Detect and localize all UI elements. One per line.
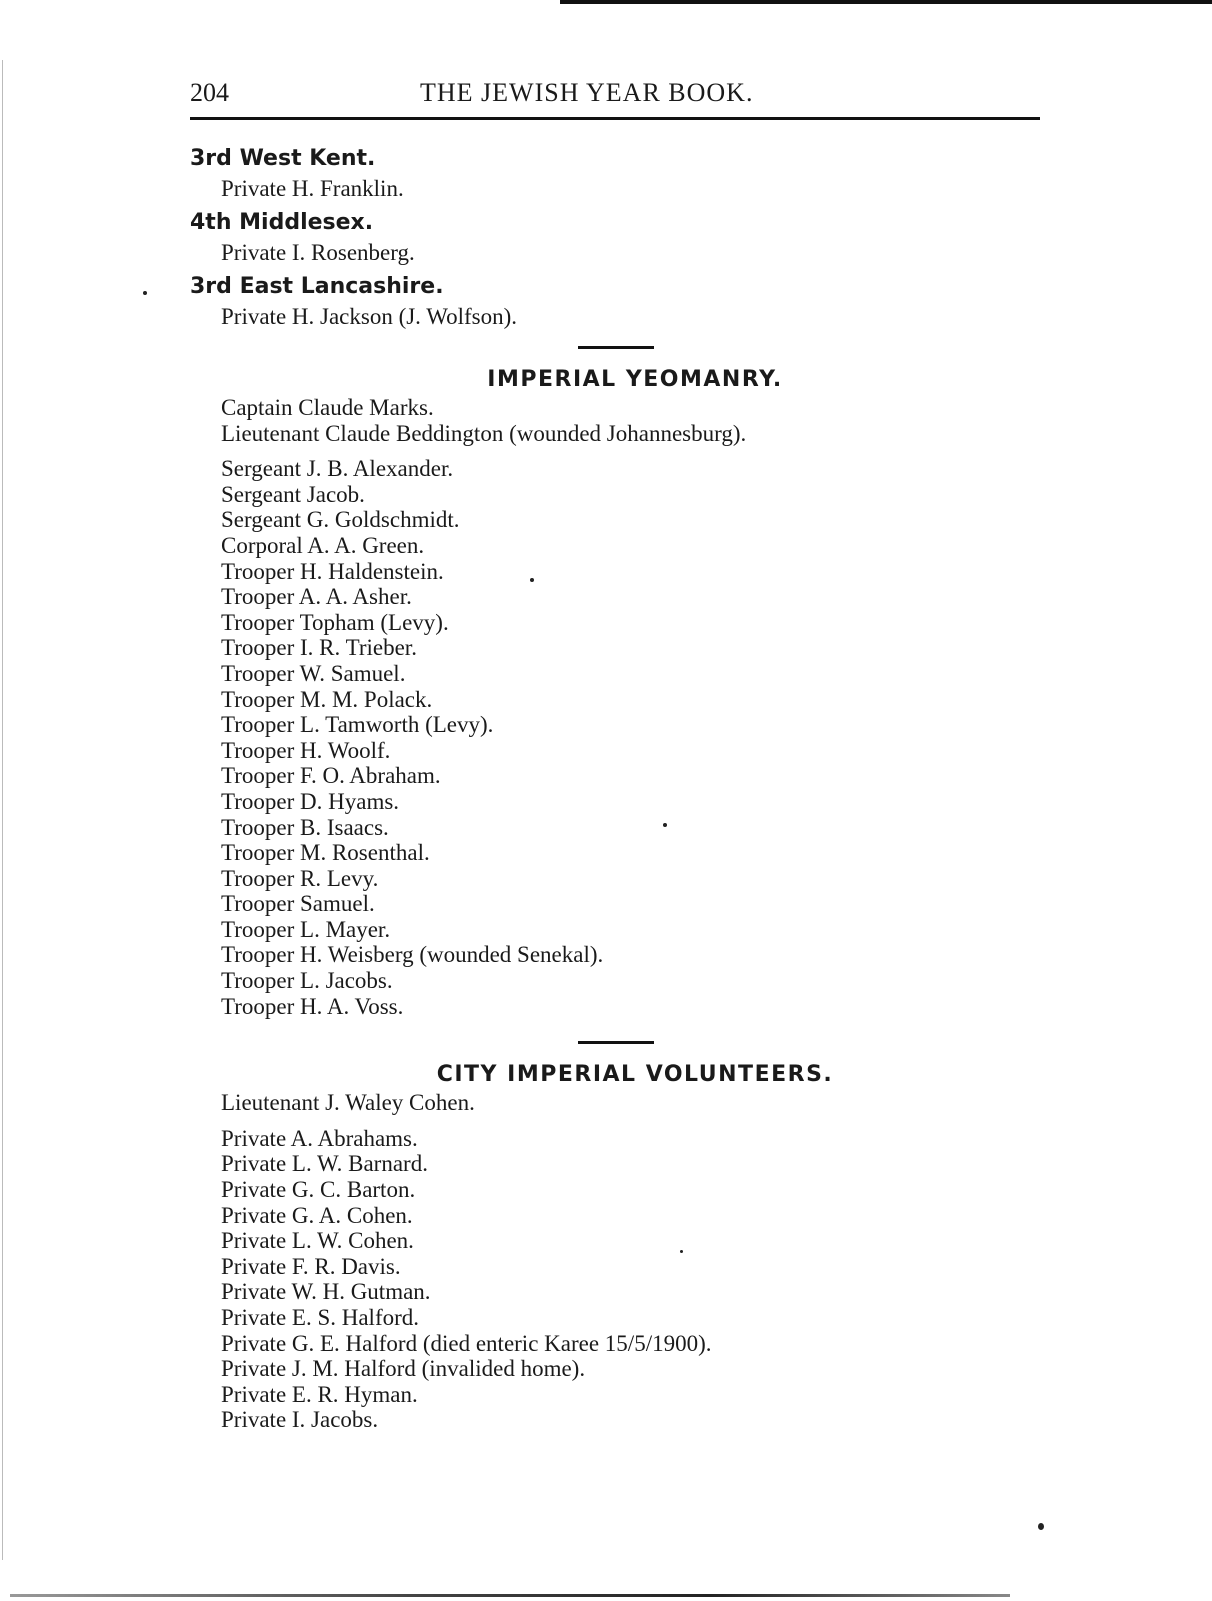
roster-entry: Captain Claude Marks.: [221, 395, 434, 420]
roster-entry: Trooper W. Samuel.: [221, 660, 406, 686]
roster-entry: Lieutenant Claude Beddington (wounded Johannesburg).: [221, 420, 747, 446]
roster-entry: Private E. S. Halford.: [221, 1305, 420, 1330]
roster-entry: Sergeant G. Goldschmidt.: [221, 507, 460, 533]
scan-edge-left: [2, 60, 3, 1560]
roster-entry: Sergeant J. B. Alexander.: [221, 456, 454, 482]
roster-entry: Private E. R. Hyman.: [221, 1381, 418, 1407]
regiment-block: [190, 208, 1040, 268]
roster-entry: Private A. Abrahams.: [221, 1125, 418, 1151]
roster-entry: Private G. A. Cohen.: [221, 1202, 413, 1228]
roster-entry: Private H. Jackson (J. Wolfson).: [221, 304, 518, 329]
roster-entry: Private L. W. Cohen.: [221, 1228, 414, 1254]
section-separator: [578, 1041, 654, 1044]
scan-edge-bottom: [10, 1594, 1010, 1597]
roster-entry: Trooper M. Rosenthal.: [221, 840, 430, 866]
roster-entry: Trooper D. Hyams.: [221, 788, 400, 814]
roster-entry: Trooper L. Jacobs.: [221, 968, 393, 994]
regiment-block: [190, 144, 1040, 204]
scan-speck: [1038, 1523, 1044, 1530]
roster-entry: Private G. C. Barton.: [221, 1177, 416, 1203]
scan-speck: [530, 578, 534, 582]
scan-edge-top: [560, 0, 1212, 4]
member-list: [190, 1126, 1040, 1433]
regiment-heading: 4th Middlesex.: [190, 210, 374, 235]
roster-entry: Private J. M. Halford (invalided home).: [221, 1356, 586, 1382]
roster-entry: Private L. W. Barnard.: [221, 1151, 428, 1177]
section-title: CITY IMPERIAL VOLUNTEERS.: [436, 1062, 834, 1088]
roster-entry: Corporal A. A. Green.: [221, 532, 425, 558]
header-rule: [190, 117, 1040, 120]
roster-entry: Trooper A. A. Asher.: [221, 584, 412, 610]
officer-list: [190, 1090, 1040, 1116]
roster-entry: Trooper H. Haldenstein.: [221, 558, 444, 584]
running-title: THE JEWISH YEAR BOOK.: [420, 78, 754, 107]
roster-entry: Private G. E. Halford (died enteric Karee 15/5/1900).: [221, 1330, 712, 1356]
member-list: [190, 456, 1040, 1019]
roster-entry: Trooper H. A. Voss.: [221, 993, 404, 1019]
page-number: 204: [190, 78, 229, 107]
scan-speck: [680, 1250, 683, 1253]
roster-entry: Trooper R. Levy.: [221, 865, 379, 891]
roster-entry: Trooper H. Woolf.: [221, 737, 391, 763]
roster-entry: Sergeant Jacob.: [221, 481, 365, 507]
regiment-heading: 3rd East Lancashire.: [190, 274, 444, 299]
roster-entry: Lieutenant J. Waley Cohen.: [221, 1090, 475, 1116]
officer-list: [190, 395, 1040, 446]
roster-entry: Trooper I. R. Trieber.: [221, 635, 417, 661]
roster-entry: Trooper F. O. Abraham.: [221, 763, 441, 789]
roster-entry: Trooper Samuel.: [221, 891, 375, 917]
page-content: [190, 140, 1040, 1433]
roster-entry: Trooper Topham (Levy).: [221, 609, 449, 635]
roster-entry: Private I. Rosenberg.: [221, 240, 415, 265]
roster-entry: Private H. Franklin.: [221, 176, 404, 201]
roster-entry: Private I. Jacobs.: [221, 1407, 379, 1433]
roster-entry: Private F. R. Davis.: [221, 1253, 401, 1279]
regiment-block: [190, 272, 1040, 332]
imperial-yeomanry-section: [190, 365, 1040, 1019]
roster-entry: Trooper M. M. Polack.: [221, 686, 433, 712]
roster-entry: Trooper L. Tamworth (Levy).: [221, 712, 494, 738]
roster-entry: Trooper L. Mayer.: [221, 916, 391, 942]
section-title: IMPERIAL YEOMANRY.: [487, 367, 783, 392]
roster-entry: Trooper B. Isaacs.: [221, 814, 389, 840]
running-head: [190, 78, 1040, 112]
roster-entry: Private W. H. Gutman.: [221, 1279, 431, 1305]
scan-speck: [143, 291, 147, 295]
section-separator: [578, 346, 654, 349]
regiment-heading: 3rd West Kent.: [190, 146, 376, 171]
scan-speck: [663, 823, 667, 827]
roster-entry: Trooper H. Weisberg (wounded Senekal).: [221, 942, 604, 968]
city-imperial-volunteers-section: [190, 1060, 1040, 1433]
